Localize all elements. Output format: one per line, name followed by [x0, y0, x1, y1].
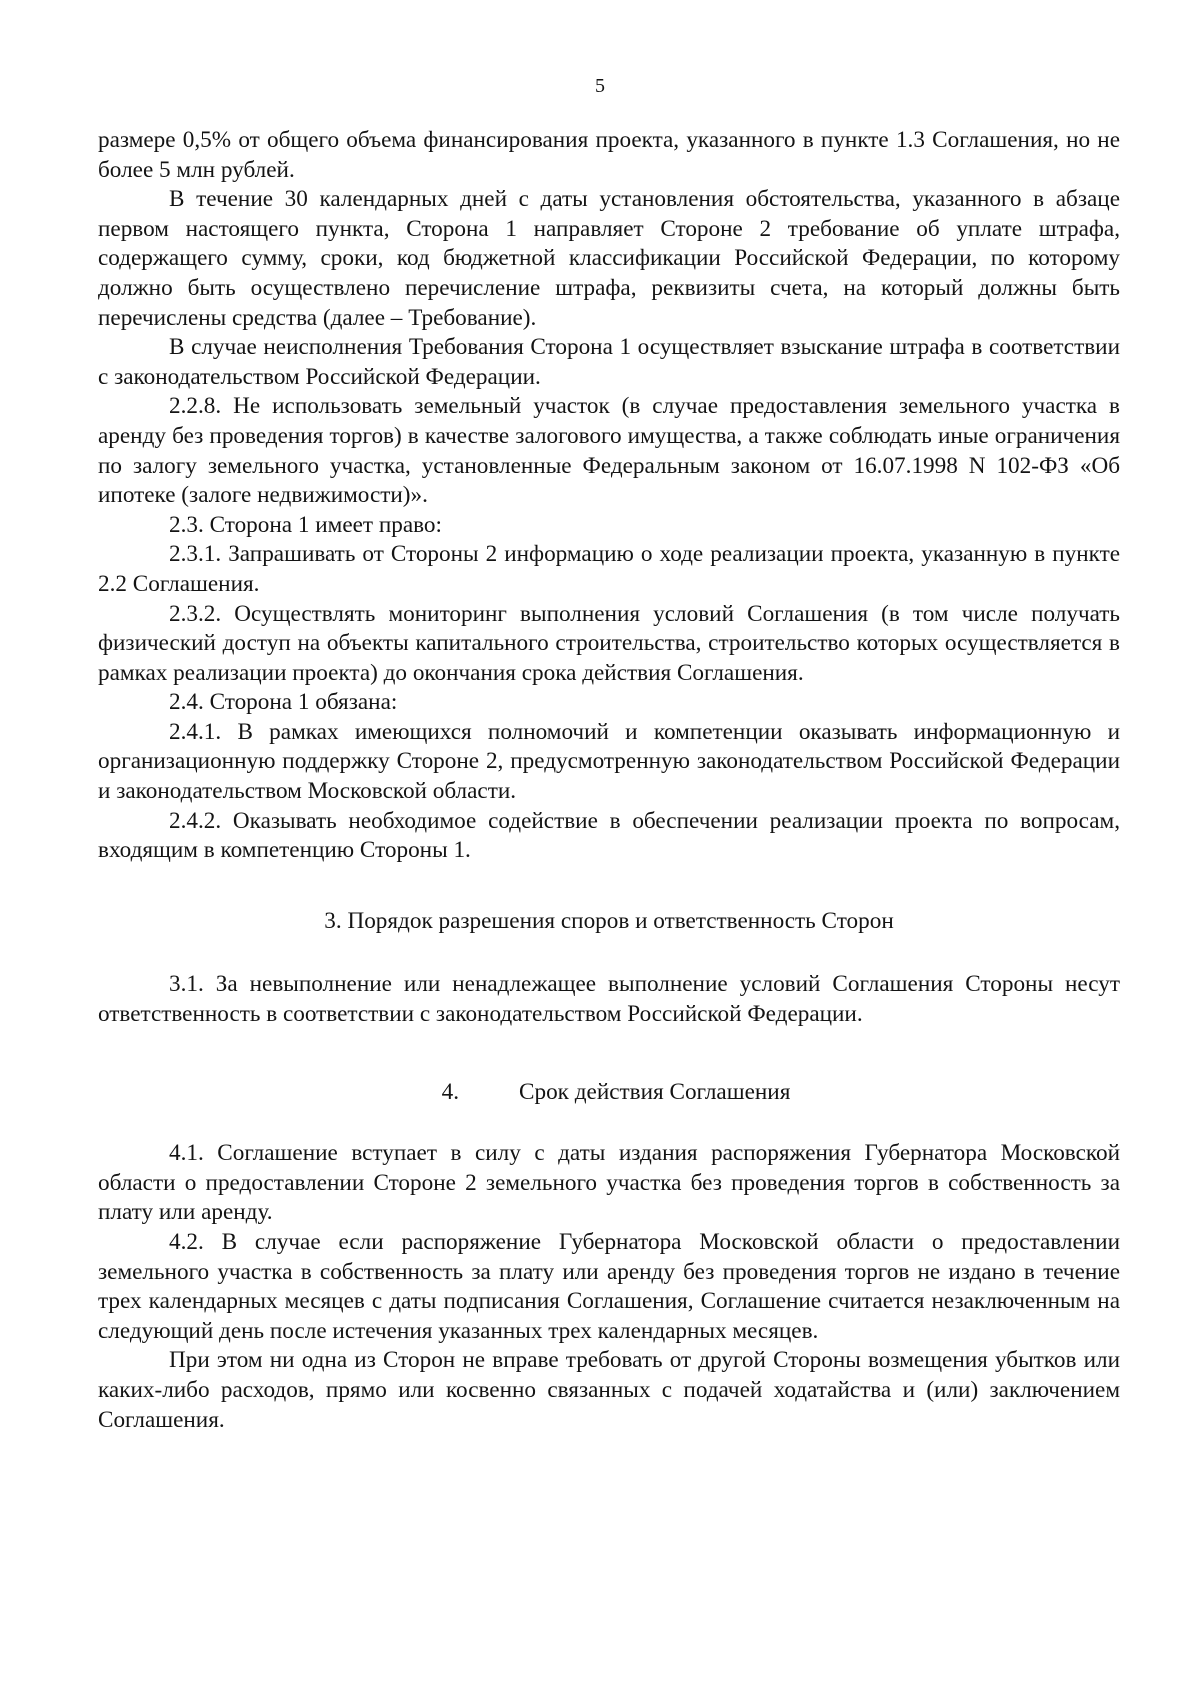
- paragraph: В течение 30 календарных дней с даты установления обстоятельства, указанного в абзаце первом настоящего пункта, Сторона 1 направляет Стороне 2 требование об уплате штрафа, содержащего сумму, сроки, код бюджетной классификации Российской Федерации, по которому должно быть осуществлено перечисление штрафа, реквизиты счета, на который должны быть перечислены средства (далее – Требование).: [98, 186, 1120, 331]
- paragraph: В случае неисполнения Требования Сторона 1 осуществляет взыскание штрафа в соответствии с законодательством Российской Федерации.: [98, 334, 1120, 390]
- spacer: [98, 1030, 1120, 1078]
- paragraph: 4.2. В случае если распоряжение Губернатора Московской области о предоставлении земельного участка в собственность за плату или аренду без проведения торгов не издано в течение трех календарных месяцев с даты подписания Соглашения, Соглашение считается незаключенным на следующий день после истечения указанных трех календарных месяцев.: [98, 1229, 1120, 1344]
- paragraph: 2.3.2. Осуществлять мониторинг выполнения условий Соглашения (в том числе получать физический доступ на объекты капитального строительства, строительство которых осуществляется в рамках реализации проекта) до окончания срока действия Соглашения.: [98, 600, 1120, 686]
- document-body: [98, 126, 1120, 1435]
- spacer: [98, 936, 1120, 970]
- paragraph: размере 0,5% от общего объема финансирования проекта, указанного в пункте 1.3 Соглашения, но не более 5 млн рублей.: [98, 127, 1120, 183]
- page-number: 5: [595, 75, 605, 97]
- paragraph: 2.2.8. Не использовать земельный участок (в случае предоставления земельного участка в аренду без проведения торгов) в качестве залогового имущества, а также соблюдать иные ограничения по залогу земельного участка, установленные Федеральным законом от 16.07.1998 N 102-ФЗ «Об ипотеке (залоге недвижимости)».: [98, 393, 1120, 509]
- paragraph: 2.4. Сторона 1 обязана:: [169, 689, 398, 716]
- paragraph: 2.3. Сторона 1 имеет право:: [169, 511, 442, 538]
- spacer: [98, 1107, 1120, 1139]
- paragraph: При этом ни одна из Сторон не вправе требовать от другой Стороны возмещения убытков или каких-либо расходов, прямо или косвенно связанных с подачей ходатайства и (или) заключением Соглашения.: [98, 1347, 1120, 1433]
- section-number: 4.: [441, 1078, 460, 1105]
- section-heading-3: 3. Порядок разрешения споров и ответственность Сторон: [324, 907, 894, 934]
- paragraph: 2.4.1. В рамках имеющихся полномочий и компетенции оказывать информационную и организационную поддержку Стороне 2, предусмотренную законодательством Российской Федерации и законодательством Московской области.: [98, 718, 1120, 805]
- section-heading-4: [98, 1078, 1120, 1108]
- paragraph: 2.4.2. Оказывать необходимое содействие в обеспечении реализации проекта по вопросам, входящим в компетенцию Стороны 1.: [98, 807, 1120, 864]
- paragraph: 3.1. За невыполнение или ненадлежащее выполнение условий Соглашения Стороны несут ответственность в соответствии с законодательством Российской Федерации.: [98, 971, 1120, 1028]
- paragraph: 4.1. Соглашение вступает в силу с даты издания распоряжения Губернатора Московской области о предоставлении Стороне 2 земельного участка без проведения торгов в собственность за плату или аренду.: [98, 1140, 1120, 1226]
- paragraph: 2.3.1. Запрашивать от Стороны 2 информацию о ходе реализации проекта, указанную в пункте 2.2 Соглашения.: [98, 541, 1120, 597]
- spacer: [98, 866, 1120, 907]
- section-title: Срок действия Соглашения: [519, 1078, 791, 1105]
